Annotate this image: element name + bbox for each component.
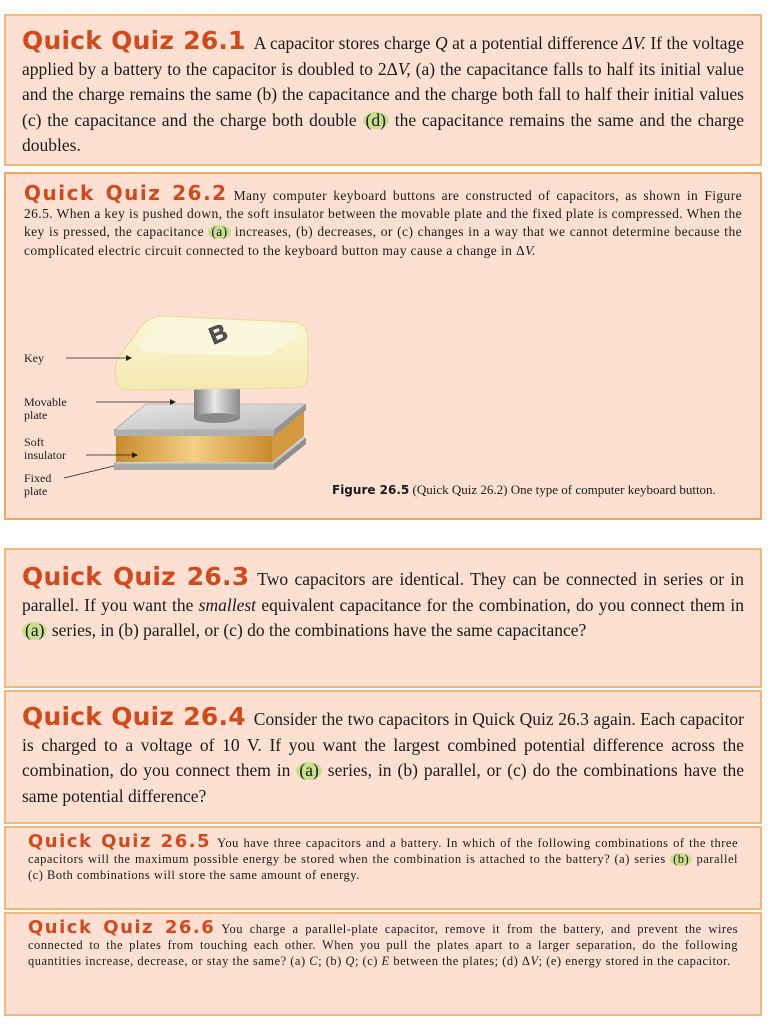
label-movable-plate: Movable plate xyxy=(24,395,67,422)
answer-highlight: (a) xyxy=(208,225,230,239)
quick-quiz-26-2 xyxy=(4,172,762,520)
label-soft-insulator: Soft insulator xyxy=(24,435,66,462)
keyboard-button-figure xyxy=(24,306,744,516)
figure-number: Figure 26.5 xyxy=(332,483,410,497)
quiz-text: Quick Quiz 26.6 You charge a parallel-plate capacitor, remove it from the battery, and prevent the wires connected to the plates from touching each other. When you pull the plates apart to a larger separation, do the following quantities increase, decrease, or stay the same? (a) C; (b) Q; (c) E between the plates; (d) ΔV; (e) energy stored in the capacitor. xyxy=(28,917,738,968)
movable-plate-edge xyxy=(114,430,274,436)
quick-quiz-26-1 xyxy=(4,14,762,166)
quiz-text: Quick Quiz 26.4 Consider the two capacitors in Quick Quiz 26.3 again. Each capacitor is charged to a voltage of 10 V. If you want the largest combined potential difference across the combination, do you connect them in (a) series, in (b) parallel, or (c) do the combinations have the same potential difference? xyxy=(22,702,745,806)
quiz-title: Quick Quiz 26.3 xyxy=(22,562,250,591)
answer-highlight: (a) xyxy=(22,622,47,640)
key-letter: B xyxy=(205,318,232,351)
quiz-text: Quick Quiz 26.5 You have three capacitors and a battery. In which of the following combinations of the three capacitors will the maximum possible energy be stored when the combination is attached to the battery? (a) series (b) parallel (c) Both combinations will store the same amount of energy. xyxy=(28,831,738,882)
quiz-text: Quick Quiz 26.2 Many computer keyboard buttons are constructed of capacitors, as shown in Figure 26.5. When a key is pushed down, the soft insulator between the movable plate and the fixed plate is compressed. When the key is pressed, the capacitance (a) increases, (b) decreases, or (c) changes in a way that we cannot determine because the complicated electric circuit connected to the keyboard button may cause a change in ΔV. xyxy=(24,181,742,258)
quick-quiz-26-5 xyxy=(4,826,762,910)
fixed-leader-line xyxy=(64,466,114,478)
quiz-title: Quick Quiz 26.1 xyxy=(22,26,246,55)
quick-quiz-26-4 xyxy=(4,690,762,824)
answer-highlight: (a) xyxy=(296,762,321,780)
quiz-title: Quick Quiz 26.2 xyxy=(24,181,228,205)
label-fixed-plate: Fixed plate xyxy=(24,471,52,498)
figure-caption: Figure 26.5 (Quick Quiz 26.2) One type of computer keyboard button. xyxy=(332,482,716,497)
quick-quiz-26-3 xyxy=(4,548,762,688)
fixed-plate-edge xyxy=(114,464,274,470)
quick-quiz-26-6 xyxy=(4,912,762,1016)
quiz-text: Quick Quiz 26.3 Two capacitors are identical. They can be connected in series or in parallel. If you want the smallest equivalent capacitance for the combination, do you connect them in (a) series, in (b) parallel, or (c) do the combinations have the same capacitance? xyxy=(22,562,745,640)
answer-highlight: (d) xyxy=(363,112,389,130)
quiz-title: Quick Quiz 26.5 xyxy=(28,831,212,852)
quiz-title: Quick Quiz 26.4 xyxy=(22,702,246,731)
answer-highlight: (b) xyxy=(670,853,692,866)
label-key: Key xyxy=(24,351,44,365)
quiz-text: Quick Quiz 26.1 A capacitor stores charge Q at a potential difference ΔV. If the voltage applied by a battery to the capacitor is doubled to 2ΔV, (a) the capacitance falls to half its initial value and the charge remains the same (b) the capacitance and the charge both fall to half their initial values (c) the capacitance and the charge both double (d) the capacitance remains the same and the charge doubles. xyxy=(22,26,745,155)
quiz-title: Quick Quiz 26.6 xyxy=(28,917,216,938)
key-stem-base xyxy=(194,413,240,423)
